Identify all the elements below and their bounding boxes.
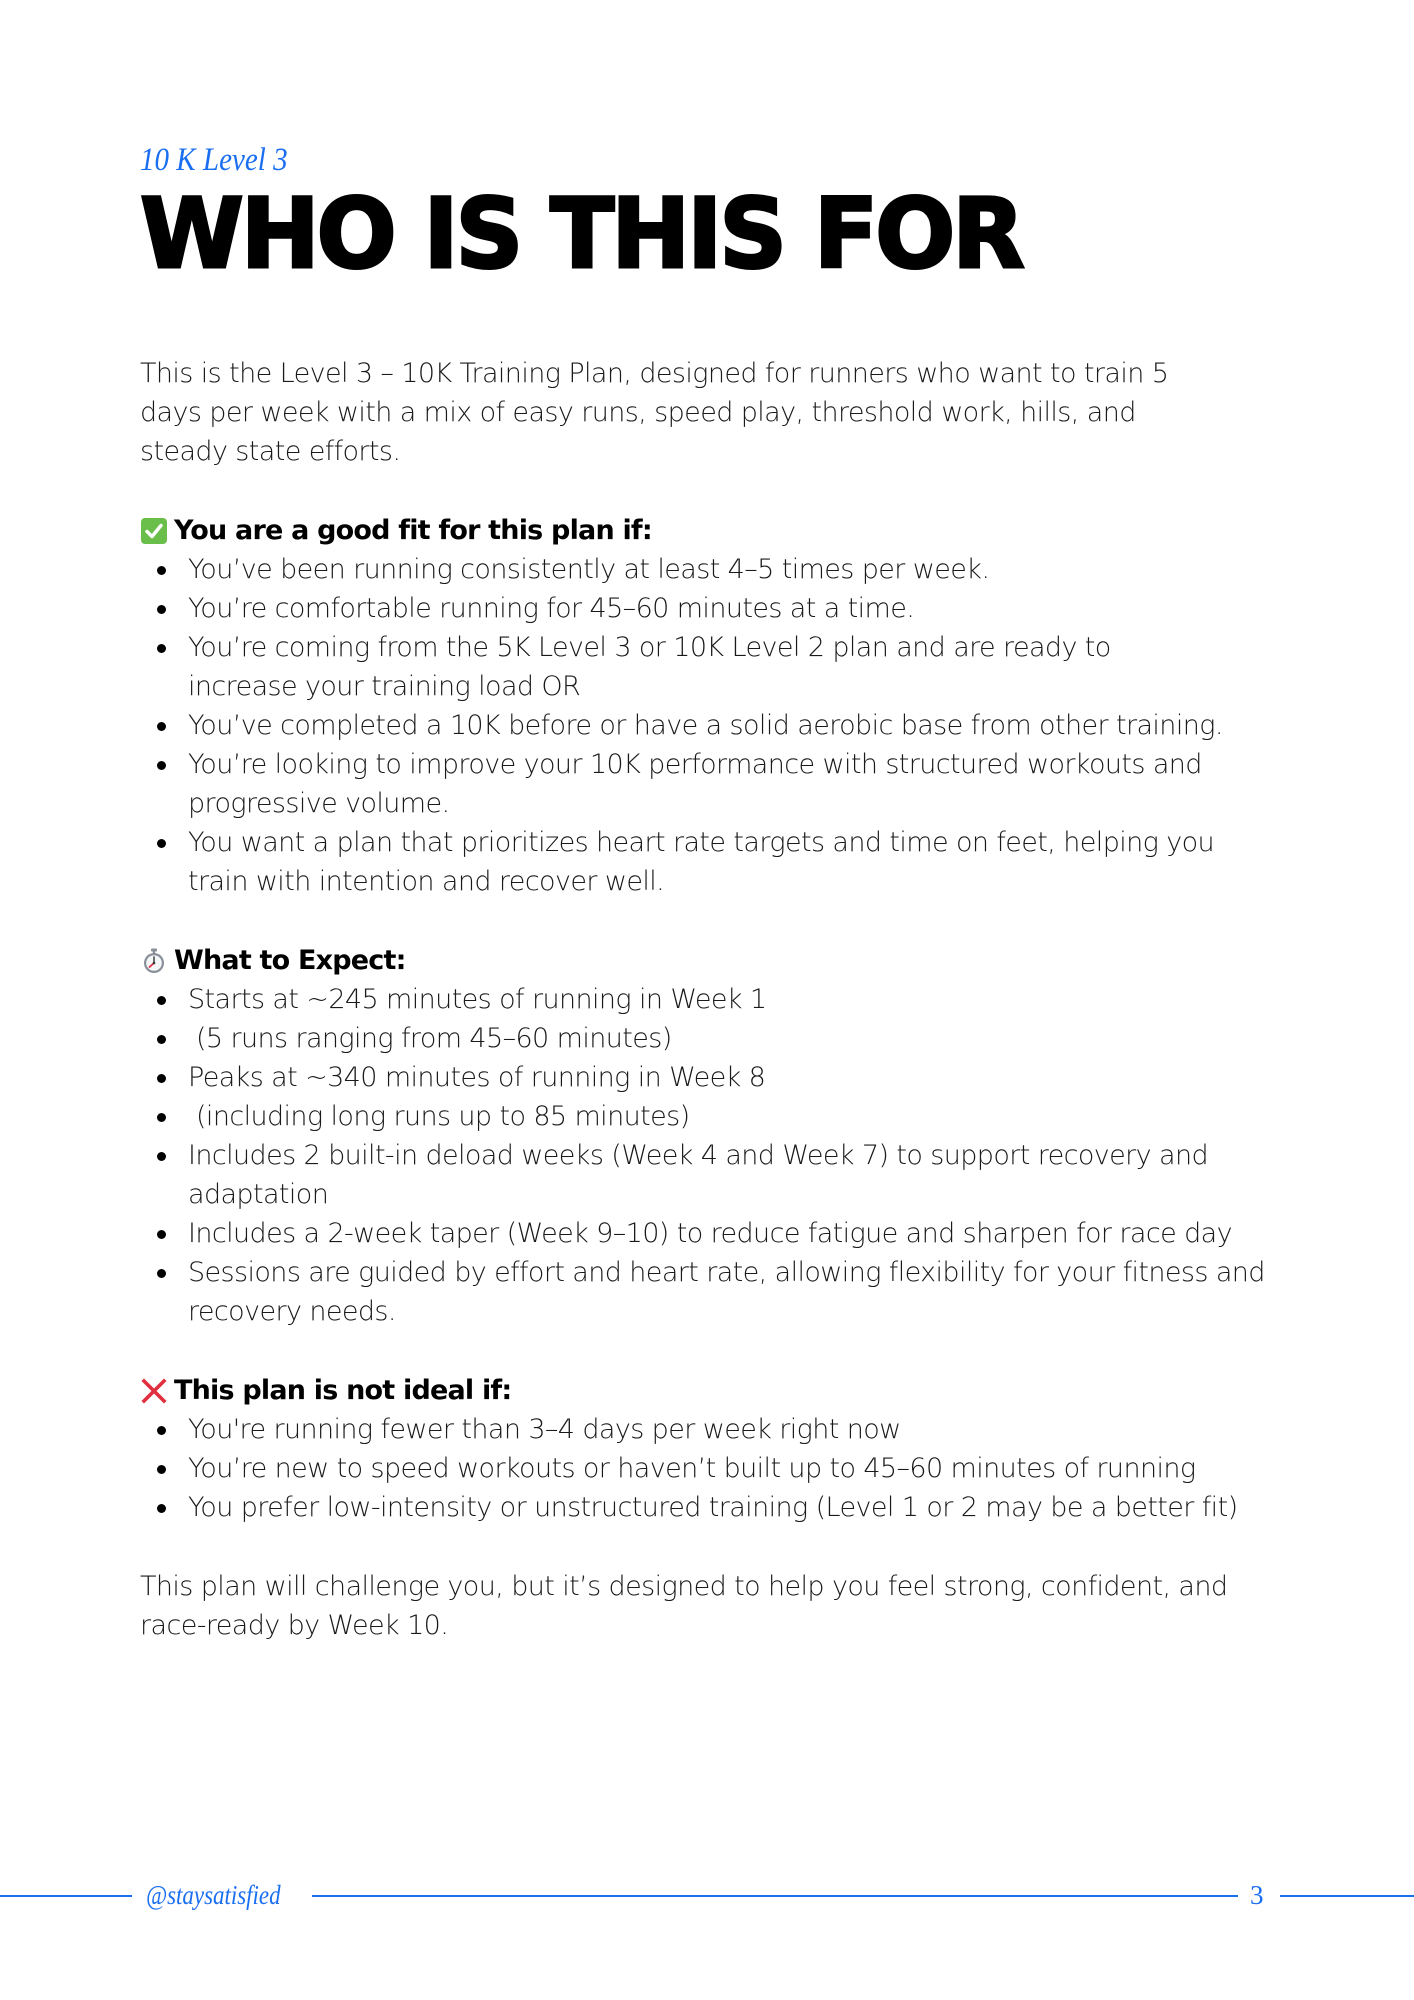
list-item: Includes a 2-week taper (Week 9–10) to reduce fatigue and sharpen for race day	[140, 1214, 1260, 1253]
stopwatch-icon	[140, 947, 168, 975]
closing-paragraph: This plan will challenge you, but it’s designed to help you feel strong, confident, and race-ready by Week 10.	[140, 1571, 1228, 1641]
list-item: You're running fewer than 3–4 days per week right now	[140, 1410, 1290, 1449]
list-item: You want a plan that prioritizes heart rate targets and time on feet, helping you train with intention and recover well.	[140, 823, 1250, 901]
page-number: 3	[1250, 1880, 1264, 1910]
footer-divider-left	[0, 1895, 132, 1897]
list-item: (5 runs ranging from 45–60 minutes)	[140, 1019, 1290, 1058]
list-item: Sessions are guided by effort and heart rate, allowing flexibility for your fitness and recovery needs.	[140, 1253, 1290, 1331]
page-footer	[0, 1878, 1414, 1918]
what-to-expect-heading-text: What to Expect:	[174, 945, 406, 976]
not-ideal-heading-text: This plan is not ideal if:	[174, 1375, 512, 1406]
good-fit-heading-text: You are a good fit for this plan if:	[174, 515, 652, 546]
page-title: WHO IS THIS FOR	[140, 178, 1022, 290]
list-item: You’re new to speed workouts or haven’t built up to 45–60 minutes of running	[140, 1449, 1290, 1488]
good-fit-heading	[140, 511, 1290, 550]
document-page	[140, 140, 1290, 1645]
not-ideal-heading	[140, 1371, 1290, 1410]
list-item: You’ve completed a 10K before or have a solid aerobic base from other training.	[140, 706, 1230, 745]
check-mark-button-icon	[140, 517, 168, 545]
list-item: (including long runs up to 85 minutes)	[140, 1097, 1290, 1136]
what-to-expect-heading	[140, 941, 1290, 980]
what-to-expect-list	[140, 980, 1290, 1331]
good-fit-section	[140, 511, 1290, 901]
intro-paragraph: This is the Level 3 – 10K Training Plan, designed for runners who want to train 5 days per week with a mix of easy runs, speed play, threshold work, hills, and steady state efforts.	[140, 358, 1169, 467]
not-ideal-list	[140, 1410, 1290, 1527]
footer-divider-middle	[312, 1895, 1238, 1897]
good-fit-list	[140, 550, 1290, 901]
list-item: Starts at ~245 minutes of running in Week 1	[140, 980, 1290, 1019]
not-ideal-section	[140, 1371, 1290, 1527]
list-item: You’re coming from the 5K Level 3 or 10K Level 2 plan and are ready to increase your training load OR	[140, 628, 1200, 706]
list-item: You’re comfortable running for 45–60 minutes at a time.	[140, 589, 1290, 628]
list-item: Peaks at ~340 minutes of running in Week 8	[140, 1058, 1290, 1097]
footer-divider-right	[1280, 1895, 1414, 1897]
list-item: You’re looking to improve your 10K performance with structured workouts and progressive volume.	[140, 745, 1290, 823]
list-item: You prefer low-intensity or unstructured training (Level 1 or 2 may be a better fit)	[140, 1488, 1260, 1527]
list-item: Includes 2 built-in deload weeks (Week 4 and Week 7) to support recovery and adaptation	[140, 1136, 1230, 1214]
social-handle: @staysatisfied	[146, 1880, 281, 1910]
list-item: You’ve been running consistently at least 4–5 times per week.	[140, 550, 1290, 589]
cross-mark-icon	[140, 1377, 168, 1405]
plan-level-label: 10 K Level 3	[140, 142, 288, 178]
what-to-expect-section	[140, 941, 1290, 1331]
